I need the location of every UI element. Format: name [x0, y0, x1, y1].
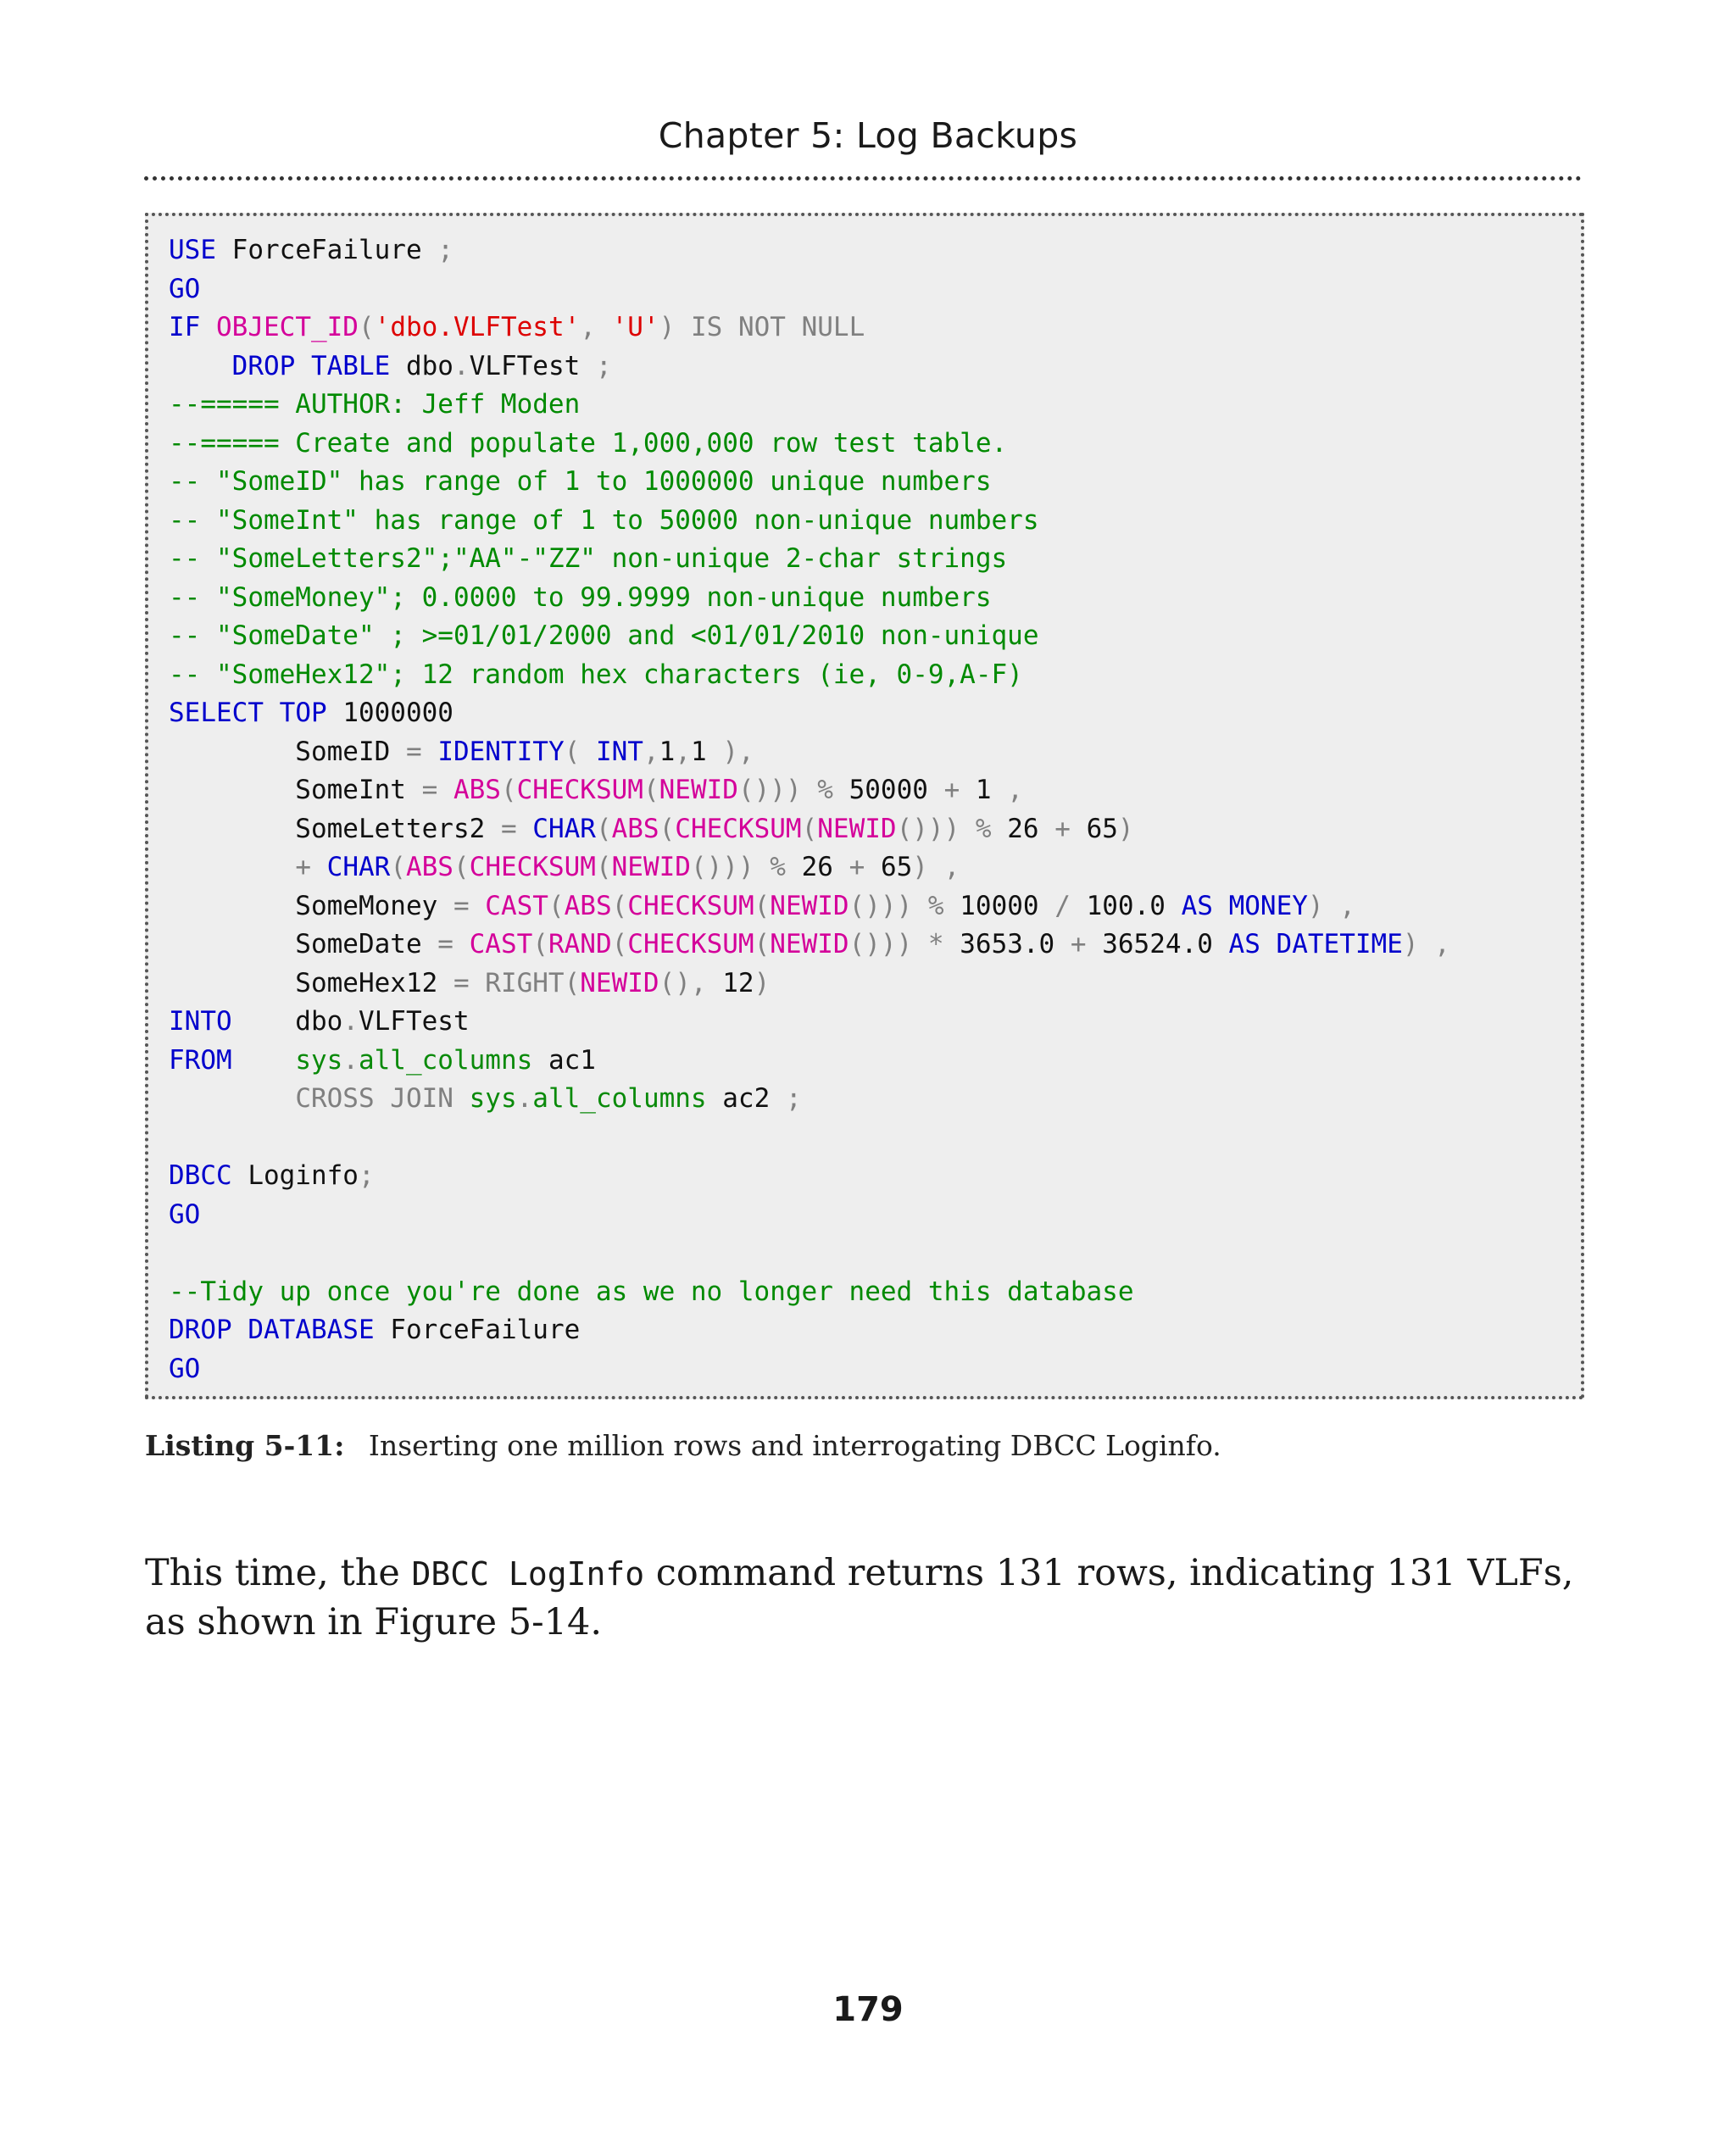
code-lines	[169, 231, 1581, 1388]
code-token: ABS	[405, 852, 453, 882]
code-token: (	[595, 852, 612, 882]
code-token: (	[595, 813, 612, 844]
caption-text: Inserting one million rows and interrogating DBCC Loginfo.	[368, 1429, 1221, 1462]
code-token: CHECKSUM	[675, 813, 802, 844]
code-line	[169, 386, 1581, 425]
code-token: DATETIME	[1276, 929, 1403, 959]
code-token: INT	[595, 736, 643, 767]
code-token: = RIGHT(	[453, 967, 581, 998]
code-token: 1000000	[326, 698, 453, 728]
code-token	[1260, 929, 1277, 959]
code-token: NEWID	[611, 852, 691, 882]
code-token: RAND	[548, 929, 612, 959]
code-line	[169, 463, 1581, 502]
code-token: 1	[690, 736, 723, 767]
code-token: VLFTest	[469, 350, 596, 381]
code-line	[169, 270, 1581, 309]
code-line	[169, 887, 1581, 926]
code-token: ;	[595, 350, 612, 381]
code-token: (	[643, 775, 659, 805]
code-token: ())) *	[849, 929, 944, 959]
code-token: )	[1117, 813, 1134, 844]
code-token: ) ,	[912, 852, 960, 882]
chapter-header: Chapter 5: Log Backups	[658, 115, 1078, 156]
code-token: IF	[169, 312, 201, 342]
code-token: IDENTITY	[437, 736, 565, 767]
code-token: ) IS NOT NULL	[659, 312, 865, 342]
code-token: ABS	[453, 775, 501, 805]
code-token: 65	[865, 852, 913, 882]
code-token: =	[500, 813, 517, 844]
code-token: .	[342, 1044, 359, 1076]
code-token: -- "SomeID" has range of 1 to 1000000 unique numbers	[169, 466, 992, 497]
code-line	[169, 694, 1581, 733]
code-token: --Tidy up once you're done as we no longer need this database	[169, 1276, 1134, 1307]
code-token: -- "SomeInt" has range of 1 to 50000 non-unique numbers	[169, 504, 1039, 536]
code-token: ())) %	[849, 890, 944, 921]
code-token: dbo	[231, 1006, 343, 1037]
code-line	[169, 425, 1581, 464]
code-line	[169, 502, 1581, 541]
code-line	[169, 540, 1581, 579]
code-token: (	[453, 852, 470, 882]
code-line	[169, 617, 1581, 656]
code-token: ABS	[611, 813, 659, 844]
code-token: TOP	[279, 698, 327, 728]
code-token: 1	[960, 775, 1008, 805]
code-line	[169, 1119, 1581, 1158]
code-token: SomeHex12	[169, 967, 453, 998]
code-token: (	[548, 890, 565, 921]
code-token: 26	[785, 852, 849, 882]
code-token: (	[611, 929, 628, 959]
code-token: --===== AUTHOR: Jeff Moden	[169, 389, 581, 420]
code-token: NEWID	[770, 929, 849, 959]
code-token: all_columns	[532, 1083, 707, 1114]
code-token: SomeDate	[169, 929, 438, 959]
code-token: +	[849, 852, 865, 882]
code-token: .	[342, 1006, 359, 1037]
body-text-before: This time, the	[145, 1552, 412, 1594]
code-line	[169, 810, 1581, 849]
code-token	[470, 891, 486, 921]
code-line	[169, 1234, 1581, 1273]
code-line	[169, 965, 1581, 1004]
code-token: FROM	[169, 1044, 232, 1076]
code-token: (	[564, 736, 581, 767]
code-token: 12	[722, 967, 754, 998]
code-token: TABLE	[310, 350, 391, 381]
code-token: DATABASE	[248, 1315, 375, 1345]
code-token: 50000	[832, 775, 944, 805]
code-token: 26	[991, 813, 1055, 844]
code-token: (	[801, 813, 818, 844]
code-token: 65	[1070, 813, 1118, 844]
code-token: (),	[659, 967, 723, 998]
code-token: CHECKSUM	[516, 775, 643, 805]
page-number: 179	[832, 1990, 904, 2029]
code-token: ,	[1007, 775, 1023, 805]
code-line	[169, 1196, 1581, 1235]
code-line	[169, 579, 1581, 618]
code-line	[169, 926, 1581, 965]
code-token: DBCC	[169, 1160, 232, 1191]
code-line	[169, 309, 1581, 348]
code-token: ,	[580, 312, 612, 342]
code-token: (	[611, 890, 628, 921]
header-divider	[144, 176, 1582, 181]
caption-label: Listing 5-11:	[145, 1429, 345, 1462]
code-line	[169, 348, 1581, 386]
code-line	[169, 1350, 1581, 1389]
code-token: DROP	[231, 350, 296, 381]
code-token: (	[390, 852, 406, 882]
code-token: (	[754, 929, 771, 959]
code-token: =	[437, 929, 453, 959]
code-token: DROP	[169, 1315, 232, 1345]
code-token: ForceFailure	[374, 1315, 581, 1345]
code-token: ac1	[532, 1044, 596, 1076]
code-token: SomeInt	[169, 775, 422, 805]
code-listing	[145, 213, 1584, 1399]
code-token: sys	[295, 1044, 343, 1076]
code-token: AS	[1181, 890, 1213, 921]
code-line	[169, 1080, 1581, 1119]
code-token: NEWID	[580, 967, 659, 998]
code-token: INTO	[169, 1006, 232, 1037]
code-token: VLFTest	[358, 1006, 470, 1037]
code-line	[169, 231, 1581, 270]
code-token: =	[405, 736, 422, 767]
code-token: (	[659, 813, 676, 844]
code-token: =	[453, 890, 470, 921]
code-token	[264, 698, 280, 728]
code-token: dbo	[390, 350, 453, 381]
body-paragraph	[145, 1549, 1586, 1647]
code-line	[169, 1042, 1581, 1081]
code-token: 'U'	[611, 312, 659, 342]
code-token	[422, 737, 438, 767]
code-token: OBJECT_ID	[216, 312, 359, 342]
code-token	[580, 737, 596, 767]
code-token: =	[421, 775, 438, 805]
code-token: ForceFailure	[216, 235, 438, 265]
listing-caption	[145, 1429, 1221, 1462]
code-token	[232, 1315, 248, 1345]
body-text-after: command returns 131 rows, indicating 131 VLFs, as shown in Figure 5-14.	[145, 1552, 1574, 1643]
code-token: USE	[169, 235, 216, 265]
code-token	[311, 852, 327, 882]
code-token: all_columns	[358, 1044, 533, 1076]
code-token	[517, 814, 533, 844]
code-line	[169, 848, 1581, 887]
code-token	[453, 1083, 470, 1114]
code-token: 'dbo.VLFTest'	[374, 312, 581, 342]
code-token: )	[754, 967, 771, 998]
code-token: CROSS JOIN	[295, 1083, 453, 1114]
code-token: ())) %	[737, 775, 833, 805]
code-token	[295, 351, 311, 381]
code-token: ) ,	[1307, 890, 1355, 921]
code-token: SomeID	[169, 736, 406, 767]
code-line	[169, 1003, 1581, 1042]
code-token	[169, 1083, 295, 1114]
code-token: 10000	[943, 890, 1055, 921]
code-token: ;	[358, 1160, 375, 1191]
code-token: sys	[469, 1083, 517, 1114]
code-token: CHECKSUM	[469, 852, 596, 882]
code-token: ac2	[706, 1083, 786, 1114]
code-token: CAST	[469, 929, 533, 959]
code-token: +	[1054, 813, 1071, 844]
code-token	[1213, 891, 1229, 921]
code-token: --===== Create and populate 1,000,000 row test table.	[169, 427, 1008, 459]
code-token: +	[295, 852, 311, 882]
code-token: Loginfo	[231, 1160, 359, 1191]
code-token: SomeMoney	[169, 890, 453, 921]
code-token: -- "SomeHex12"; 12 random hex characters (ie, 0-9,A-F)	[169, 659, 1023, 690]
code-token: (	[500, 775, 517, 805]
code-token: (	[532, 929, 548, 959]
code-line	[169, 733, 1581, 772]
code-token: .	[516, 1083, 533, 1114]
code-token: SomeLetters2	[169, 813, 501, 844]
code-token: GO	[169, 1353, 201, 1384]
code-token: 3653.0	[943, 929, 1071, 959]
code-token: ,	[643, 736, 659, 767]
code-token: CHAR	[326, 852, 391, 882]
code-token: 36524.0	[1086, 929, 1229, 959]
code-token: NEWID	[659, 775, 738, 805]
code-token	[437, 775, 453, 805]
code-token: +	[1070, 929, 1087, 959]
code-token	[169, 852, 295, 882]
code-token: /	[1054, 890, 1071, 921]
code-token: GO	[169, 1198, 201, 1230]
code-line	[169, 771, 1581, 810]
code-token: .	[453, 350, 470, 381]
code-token: (	[754, 890, 771, 921]
code-token: -- "SomeDate" ; >=01/01/2000 and <01/01/2010 non-unique	[169, 620, 1039, 651]
code-token: ) ,	[1402, 929, 1450, 959]
code-token: 100.0	[1070, 890, 1182, 921]
code-token: -- "SomeLetters2";"AA"-"ZZ" non-unique 2-char strings	[169, 543, 1008, 574]
code-line	[169, 1311, 1581, 1350]
code-token: CHECKSUM	[627, 929, 754, 959]
code-token: (	[358, 312, 375, 342]
code-token: ABS	[564, 890, 612, 921]
code-token: ),	[722, 736, 754, 767]
code-token: MONEY	[1228, 890, 1308, 921]
code-token: ;	[785, 1083, 802, 1114]
code-token: NEWID	[817, 813, 897, 844]
code-token: NEWID	[770, 890, 849, 921]
code-token: CHECKSUM	[627, 890, 754, 921]
code-line	[169, 1157, 1581, 1196]
code-token: GO	[169, 273, 201, 304]
code-token: 1	[659, 736, 676, 767]
code-token: ())) %	[690, 852, 786, 882]
code-token	[453, 929, 470, 959]
code-token: AS	[1228, 929, 1260, 959]
code-token: SELECT	[169, 698, 264, 728]
code-token	[169, 351, 232, 381]
code-token: CHAR	[532, 813, 596, 844]
code-line	[169, 1273, 1581, 1312]
inline-code: DBCC LogInfo	[411, 1555, 645, 1593]
code-token: +	[943, 775, 960, 805]
code-token: ;	[437, 235, 453, 265]
code-token	[232, 1045, 296, 1076]
code-token: ,	[675, 736, 691, 767]
code-token: ())) %	[896, 813, 992, 844]
code-token: CAST	[485, 890, 548, 921]
code-token: -- "SomeMoney"; 0.0000 to 99.9999 non-unique numbers	[169, 581, 992, 613]
code-line	[169, 656, 1581, 695]
code-token	[200, 312, 216, 342]
